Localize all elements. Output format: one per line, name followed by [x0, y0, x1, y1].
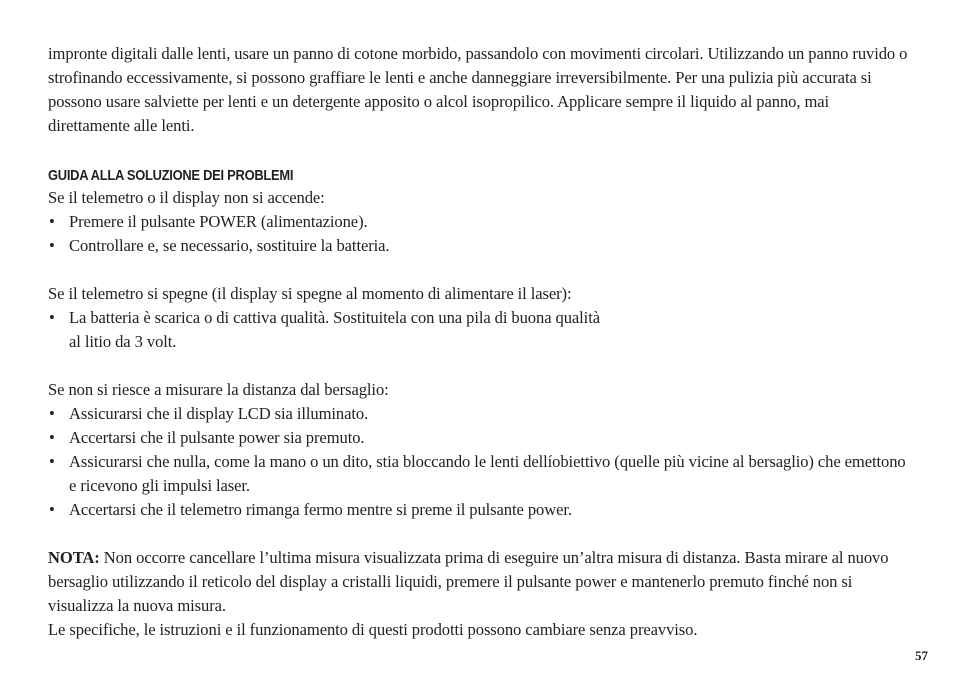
list-item: • Assicurarsi che il display LCD sia illuminato. — [48, 402, 914, 426]
note-label: NOTA: — [48, 548, 100, 567]
list-item: • Accertarsi che il pulsante power sia premuto. — [48, 426, 914, 450]
group-intro: Se non si riesce a misurare la distanza dal bersaglio: — [48, 380, 389, 399]
bullet-list — [48, 402, 914, 522]
list-item: • La batteria è scarica o di cattiva qualità. Sostituitela con una pila di buona qualità al litio da 3 volt. — [48, 306, 914, 354]
list-item: • Accertarsi che il telemetro rimanga fermo mentre si preme il pulsante power. — [48, 498, 914, 522]
spacer — [48, 258, 914, 282]
spacer — [48, 354, 914, 378]
page-number: 57 — [915, 648, 928, 663]
list-item: • Premere il pulsante POWER (alimentazione). — [48, 210, 914, 234]
manual-page-content — [48, 42, 914, 642]
troubleshooting-group-shuts-off — [48, 282, 914, 354]
bullet-list — [48, 210, 914, 258]
note-text: Non occorre cancellare l’ultima misura visualizzata prima di eseguire un’altra misura di distanza. Basta mirare al nuovo bersaglio utilizzando il reticolo del display a cristalli liquidi, premere il pulsante power e mantenerlo premuto finché non si visualizza la nuova misura. — [48, 548, 889, 615]
list-item: • Controllare e, se necessario, sostituire la batteria. — [48, 234, 914, 258]
group-intro: Se il telemetro si spegne (il display si spegne al momento di alimentare il laser): — [48, 284, 572, 303]
note-paragraph — [48, 546, 914, 618]
list-item: • Assicurarsi che nulla, come la mano o un dito, stia bloccando le lenti dellíobiettivo (quelle più vicine al bersaglio) che emettono e ricevono gli impulsi laser. — [48, 450, 914, 498]
troubleshooting-group-no-range — [48, 378, 914, 522]
spacer — [48, 138, 914, 162]
group-intro: Se il telemetro o il display non si accende: — [48, 188, 325, 207]
spacer — [48, 522, 914, 546]
troubleshooting-heading: GUIDA ALLA SOLUZIONE DEI PROBLEMI — [48, 167, 294, 184]
lens-cleaning-paragraph: impronte digitali dalle lenti, usare un panno di cotone morbido, passandolo con movimenti circolari. Utilizzando un panno ruvido o strofinando eccessivamente, si possono graffiare le lenti e anche danneggiare irreversibilmente. Per una pulizia più accurata si possono usare salviette per lenti e un detergente apposito o alcol isopropilico. Applicare sempre il liquido al panno, mai direttamente alle lenti. — [48, 44, 908, 135]
bullet-list — [48, 306, 914, 354]
troubleshooting-group-power-on — [48, 186, 914, 258]
disclaimer-paragraph: Le specifiche, le istruzioni e il funzionamento di questi prodotti possono cambiare senza preavviso. — [48, 620, 698, 639]
